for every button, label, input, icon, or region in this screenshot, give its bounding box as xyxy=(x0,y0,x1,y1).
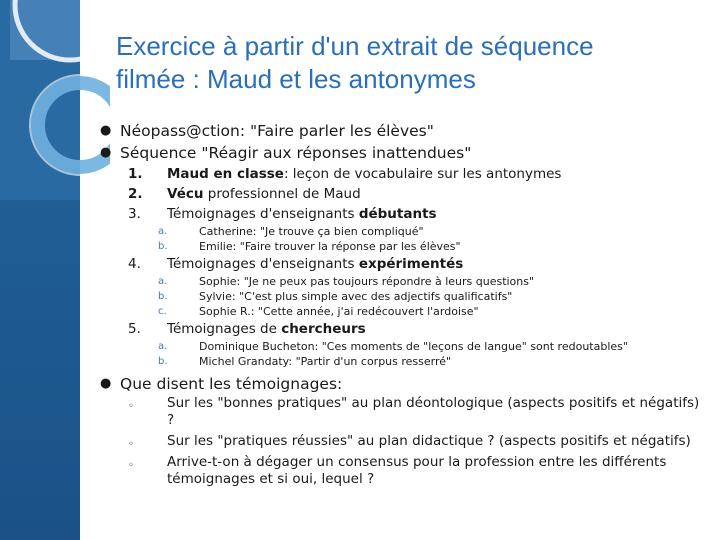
numbered-item xyxy=(98,164,708,184)
question-text: Sur les "bonnes pratiques" au plan déontologique (aspects positifs et négatifs) ? xyxy=(167,395,700,428)
item-text: Témoignages d'enseignants xyxy=(167,256,359,272)
item-number: 3. xyxy=(128,206,141,222)
sub-item xyxy=(98,239,708,254)
item-number: 1. xyxy=(128,166,143,182)
decorative-circles xyxy=(0,0,110,200)
sub-letter: a. xyxy=(158,276,168,287)
sub-text: Dominique Bucheton: "Ces moments de "leçons de langue" sont redoutables" xyxy=(199,340,628,353)
bullet-item xyxy=(98,120,708,142)
question-item xyxy=(98,454,708,488)
question-item xyxy=(98,395,708,429)
question-text: Arrive-t-on à dégager un consensus pour la profession entre les différents témoignages et si oui, lequel ? xyxy=(167,454,667,487)
item-bold: Vécu xyxy=(167,186,204,202)
item-text: Témoignages de xyxy=(167,321,282,337)
bullet-text: Séquence "Réagir aux réponses inattendues" xyxy=(120,144,472,162)
ring-bullet-icon: ◦ xyxy=(128,401,134,412)
item-bold: Maud en classe xyxy=(167,166,284,182)
bullet-dot-icon: ● xyxy=(100,123,112,138)
sub-letter: a. xyxy=(158,226,168,237)
item-bold: expérimentés xyxy=(358,256,464,272)
sub-text: Catherine: "Je trouve ça bien compliqué" xyxy=(199,225,424,238)
bullet-dot-icon: ● xyxy=(100,145,112,160)
item-number: 5. xyxy=(128,321,141,337)
sub-letter: b. xyxy=(158,291,168,302)
sub-letter: a. xyxy=(158,341,168,352)
numbered-item xyxy=(98,184,708,204)
item-text: : leçon de vocabulaire sur les antonymes xyxy=(283,166,562,182)
sub-item xyxy=(98,354,708,369)
bullet-text: Que disent les témoignages: xyxy=(120,375,343,393)
sub-text: Sylvie: "C'est plus simple avec des adjectifs qualificatifs" xyxy=(199,290,513,303)
sub-item xyxy=(98,339,708,354)
sub-item xyxy=(98,304,708,319)
ring-bullet-icon: ◦ xyxy=(128,460,134,471)
sub-item xyxy=(98,224,708,239)
item-bold: chercheurs xyxy=(281,321,366,337)
item-number: 2. xyxy=(128,186,143,202)
sub-text: Emilie: "Faire trouver la réponse par les élèves" xyxy=(199,240,461,253)
item-text: Témoignages d'enseignants xyxy=(167,206,359,222)
ring-bullet-icon: ◦ xyxy=(128,439,134,450)
sub-item xyxy=(98,289,708,304)
numbered-item xyxy=(98,319,708,339)
sub-text: Michel Grandaty: "Partir d'un corpus resserré" xyxy=(199,355,452,368)
sub-letter: b. xyxy=(158,356,168,367)
bullet-dot-icon: ● xyxy=(100,376,112,391)
bullet-item xyxy=(98,373,708,395)
bullet-text: Néopass@ction: "Faire parler les élèves" xyxy=(120,122,434,140)
sub-letter: c. xyxy=(158,306,167,317)
item-bold: débutants xyxy=(358,206,437,222)
item-number: 4. xyxy=(128,256,141,272)
numbered-item xyxy=(98,254,708,274)
sub-text: Sophie: "Je ne peux pas toujours répondre à leurs questions" xyxy=(199,275,535,288)
question-text: Sur les "pratiques réussies" au plan didactique ? (aspects positifs et négatifs) xyxy=(167,433,691,449)
slide-title-line2: filmée : Maud et les antonymes xyxy=(116,64,476,94)
sub-letter: b. xyxy=(158,241,168,252)
slide-body xyxy=(98,120,708,492)
sub-text: Sophie R.: "Cette année, j'ai redécouvert l'ardoise" xyxy=(199,305,479,318)
sub-item xyxy=(98,274,708,289)
slide-title-line1: Exercice à partir d'un extrait de séquence xyxy=(116,31,594,61)
item-text: professionnel de Maud xyxy=(203,186,361,202)
question-item xyxy=(98,433,708,450)
bullet-item xyxy=(98,142,708,164)
numbered-item xyxy=(98,204,708,224)
slide-title xyxy=(116,30,706,96)
